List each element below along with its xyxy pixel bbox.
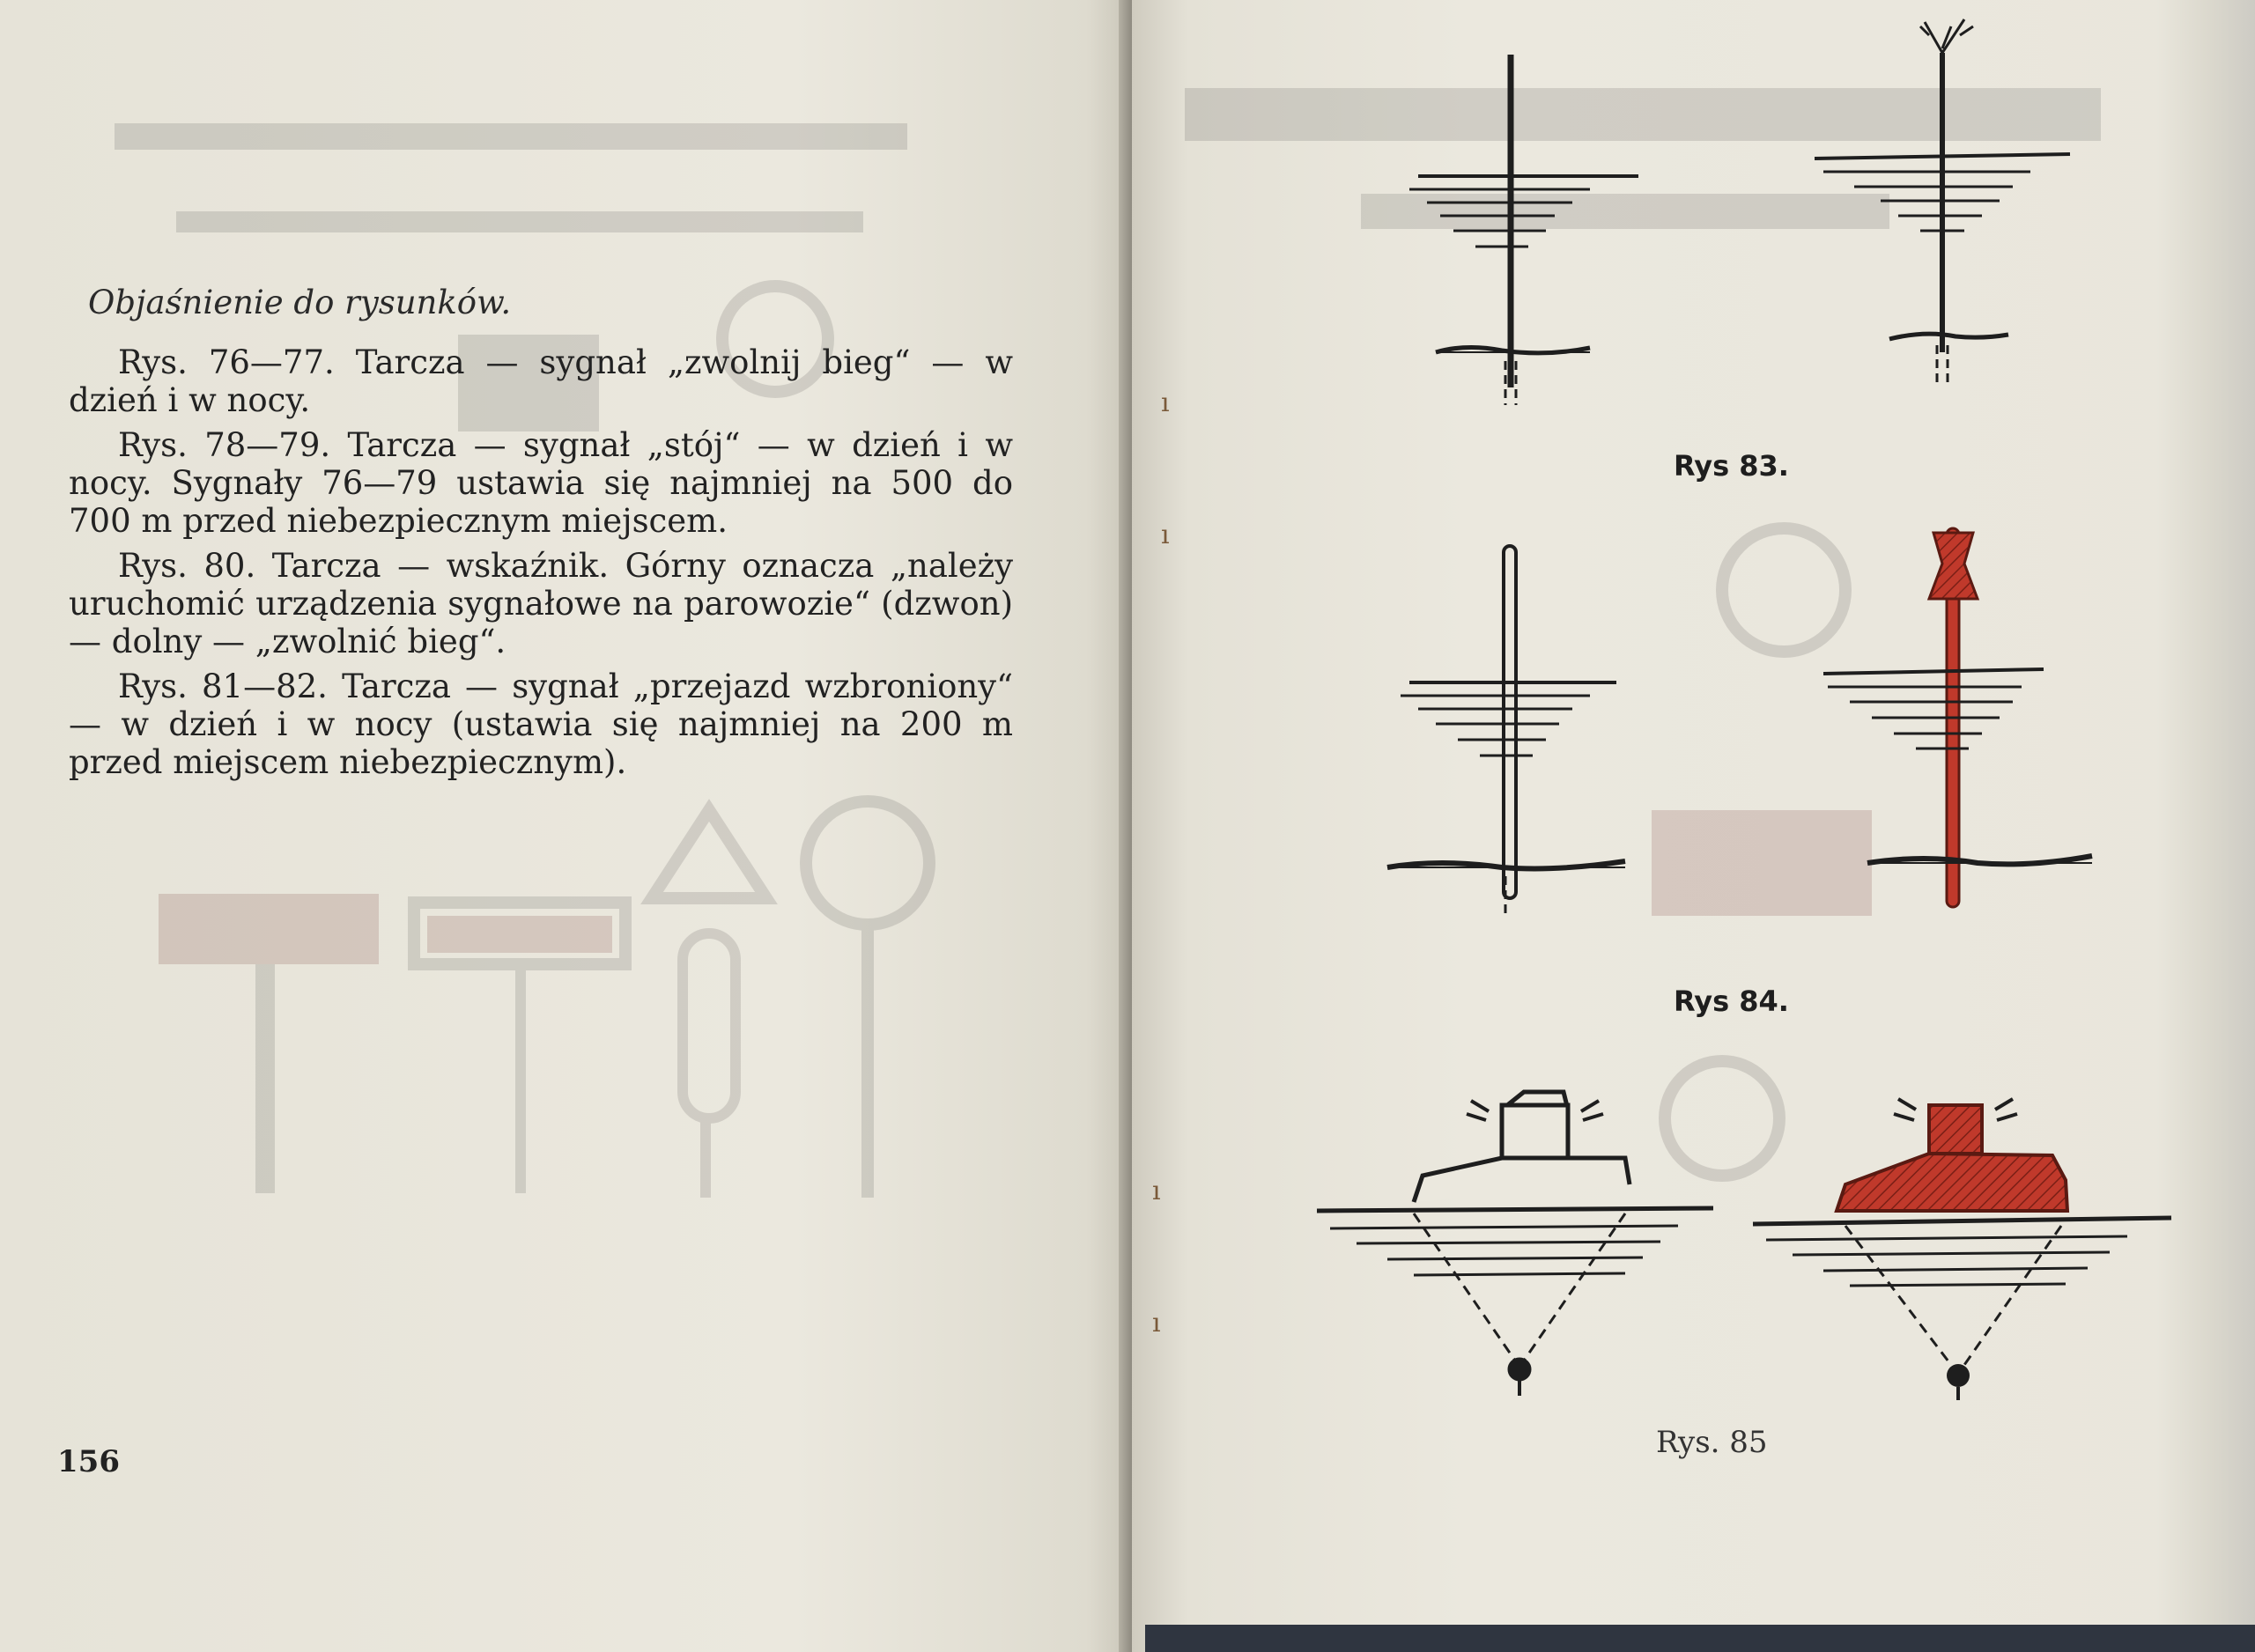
figure-label-rys-84: Rys 84. — [1674, 985, 1789, 1018]
paragraph-rys-80: Rys. 80. Tarcza — wskaźnik. Górny oznacza „należy uruchomić urządzenia sygnałowe na parowozie“ (dzwon) — dolny — „zwolnić bieg“. — [69, 547, 1013, 660]
binding-stitch-mark: ı — [1152, 1176, 1161, 1206]
paragraph-rys-76-77: Rys. 76—77. Tarcza — sygnał „zwolnij bieg“ — w dzień i w nocy. — [69, 343, 1013, 419]
float-buoy-icon — [1753, 1099, 2171, 1400]
figure-label-rys-83: Rys 83. — [1674, 449, 1789, 483]
figure-label-rys-85: Rys. 85 — [1656, 1425, 1768, 1460]
pole-marker-icon — [1387, 546, 1625, 916]
explanation-text — [69, 284, 1013, 788]
binding-stitch-mark: ı — [1161, 387, 1170, 418]
float-buoy-icon — [1317, 1092, 1713, 1396]
pole-marker-icon — [1823, 528, 2092, 907]
section-heading: Objaśnienie do rysunków. — [88, 284, 512, 321]
binding-stitch-mark: ı — [1152, 1308, 1161, 1339]
binding-stitch-mark: ı — [1161, 520, 1170, 550]
paragraph-rys-81-82: Rys. 81—82. Tarcza — sygnał „przejazd wzbroniony“ — w dzień i w nocy (ustawia się najmniej na 200 m przed miejscem niebezpiecznym). — [69, 667, 1013, 781]
page-number: 156 — [57, 1444, 120, 1479]
pole-marker-icon — [1409, 55, 1638, 405]
paragraph-rys-78-79: Rys. 78—79. Tarcza — sygnał „stój“ — w dzień i w nocy. Sygnały 76—79 ustawia się najmniej na 500 do 700 m przed niebezpiecznym miejscem. — [69, 426, 1013, 540]
figures-area — [1132, 0, 2255, 1550]
cover-edge-bottom — [1145, 1625, 2255, 1652]
pole-marker-icon — [1815, 19, 2070, 387]
